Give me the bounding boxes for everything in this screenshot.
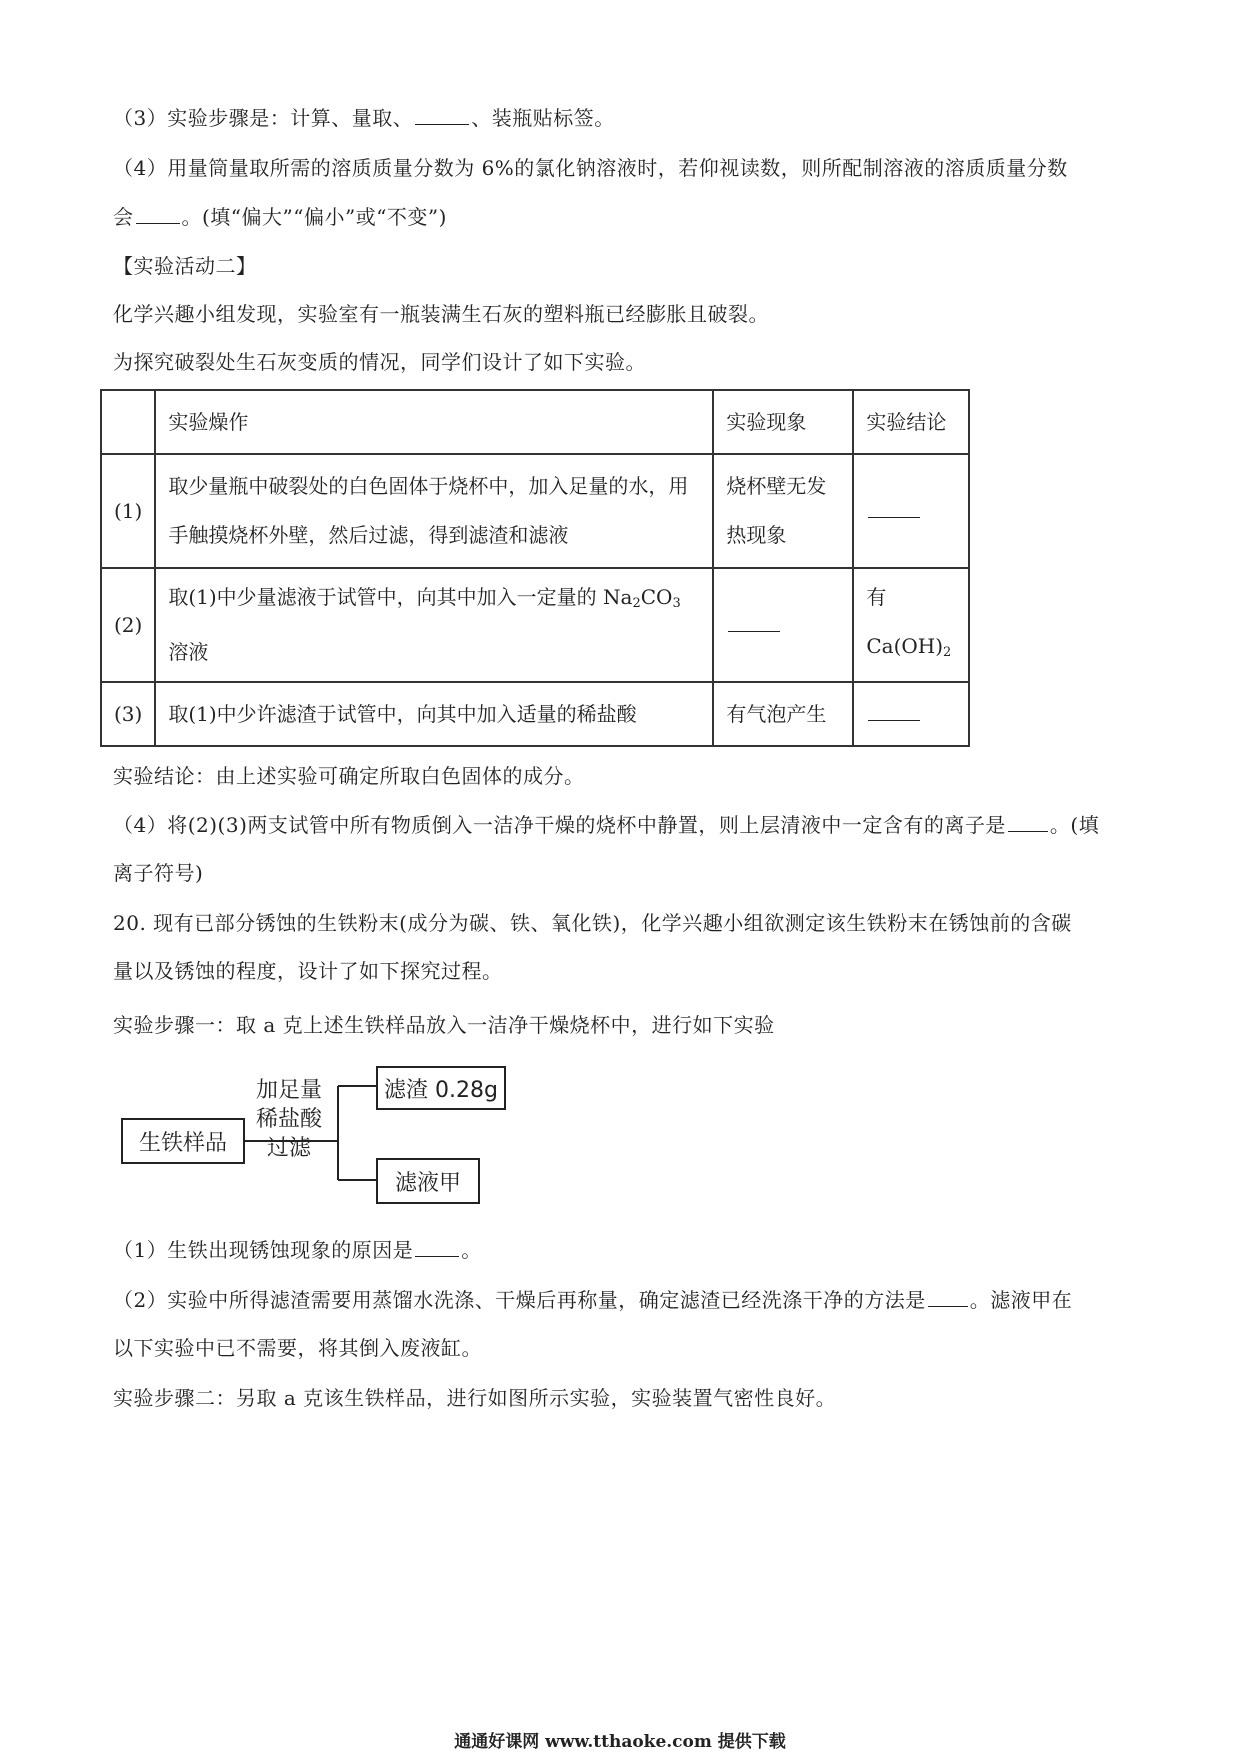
answer-blank[interactable] [415,108,469,125]
phenomenon-cell: 烧杯壁无发热现象 [713,454,853,568]
operation-cell: 取(1)中少许滤渣于试管中，向其中加入适量的稀盐酸 [155,682,713,746]
answer-blank[interactable] [1008,815,1048,832]
answer-blank[interactable] [928,1290,968,1307]
answer-blank[interactable] [415,1240,459,1257]
intro-line-1: 化学兴趣小组发现，实验室有一瓶装满生石灰的塑料瓶已经膨胀且破裂。 [113,302,769,326]
question-20-cont: 量以及锈蚀的程度，设计了如下探究过程。 [113,959,503,983]
answer-blank[interactable] [728,615,780,632]
experiment-table [100,389,970,747]
q4-text-b: 。(填“偏大”“偏小”或“不变”) [181,205,447,229]
q3-text-a: （3）实验步骤是：计算、量取、 [113,106,414,130]
operation-cell: 取少量瓶中破裂处的白色固体于烧杯中，加入足量的水，用手触摸烧杯外壁，然后过滤，得到滤渣和滤液 [155,454,713,568]
question-4b-cont: 离子符号) [113,861,204,885]
row-number: (3) [101,682,155,746]
phenomenon-cell [713,568,853,682]
table-row [101,568,969,682]
header-cell [101,390,155,454]
table-row [101,682,969,746]
question-4-cont [113,201,447,230]
q4-text-a: 会 [113,205,134,229]
question-4b: （4）将(2)(3)两支试管中所有物质倒入一洁净干燥的烧杯中静置，则上层清液中一定含有的离子是 。(填 [113,813,1100,837]
operation-cell: 取(1)中少量滤液于试管中，向其中加入一定量的 $Na_2CO_3$ 溶液 [155,568,713,682]
residue-box: 滤渣 0.28g [376,1066,506,1110]
filtrate-box: 滤液甲 [376,1158,480,1204]
question-20: 20. 现有已部分锈蚀的生铁粉末(成分为碳、铁、氧化铁)，化学兴趣小组欲测定该生铁粉末在锈蚀前的含碳 [113,911,1072,935]
q3-text-b: 、装瓶贴标签。 [471,106,615,130]
conclusion-cell: 有 $Ca(OH)_2$ [853,568,969,682]
table-header-row [101,390,969,454]
page-footer: 通通好课网 www.tthaoke.com 提供下载 [454,1732,786,1752]
reagent-label: 加足量 稀盐酸 过滤 [255,1078,322,1161]
answer-blank[interactable] [868,501,920,518]
conclusion-line: 实验结论：由上述实验可确定所取白色固体的成分。 [113,764,585,788]
header-cell: 实验现象 [713,390,853,454]
sub-question-2-cont: 以下实验中已不需要，将其倒入废液缸。 [113,1336,482,1360]
phenomenon-cell: 有气泡产生 [713,682,853,746]
header-cell: 实验结论 [853,390,969,454]
section-heading: 【实验活动二】 [113,254,257,278]
step-one: 实验步骤一：取 a 克上述生铁样品放入一洁净干燥烧杯中，进行如下实验 [113,1013,775,1037]
answer-blank[interactable] [868,704,920,721]
conclusion-cell [853,682,969,746]
sample-box: 生铁样品 [121,1118,245,1164]
answer-blank[interactable] [136,207,180,224]
sub-question-2: （2）实验中所得滤渣需要用蒸馏水洗涤、干燥后再称量，确定滤渣已经洗涤干净的方法是 。滤液甲在 [113,1288,1073,1312]
table-row [101,454,969,568]
conclusion-cell [853,454,969,568]
row-number: (2) [101,568,155,682]
intro-line-2: 为探究破裂处生石灰变质的情况，同学们设计了如下实验。 [113,350,646,374]
question-3 [113,102,615,131]
sub-question-1: （1）生铁出现锈蚀现象的原因是 。 [113,1238,482,1262]
step-two: 实验步骤二：另取 a 克该生铁样品，进行如图所示实验，实验装置气密性良好。 [113,1386,837,1410]
question-4: （4）用量筒量取所需的溶质质量分数为 6%的氯化钠溶液时，若仰视读数，则所配制溶液的溶质质量分数 [113,156,1068,180]
header-cell: 实验燥作 [155,390,713,454]
row-number: (1) [101,454,155,568]
